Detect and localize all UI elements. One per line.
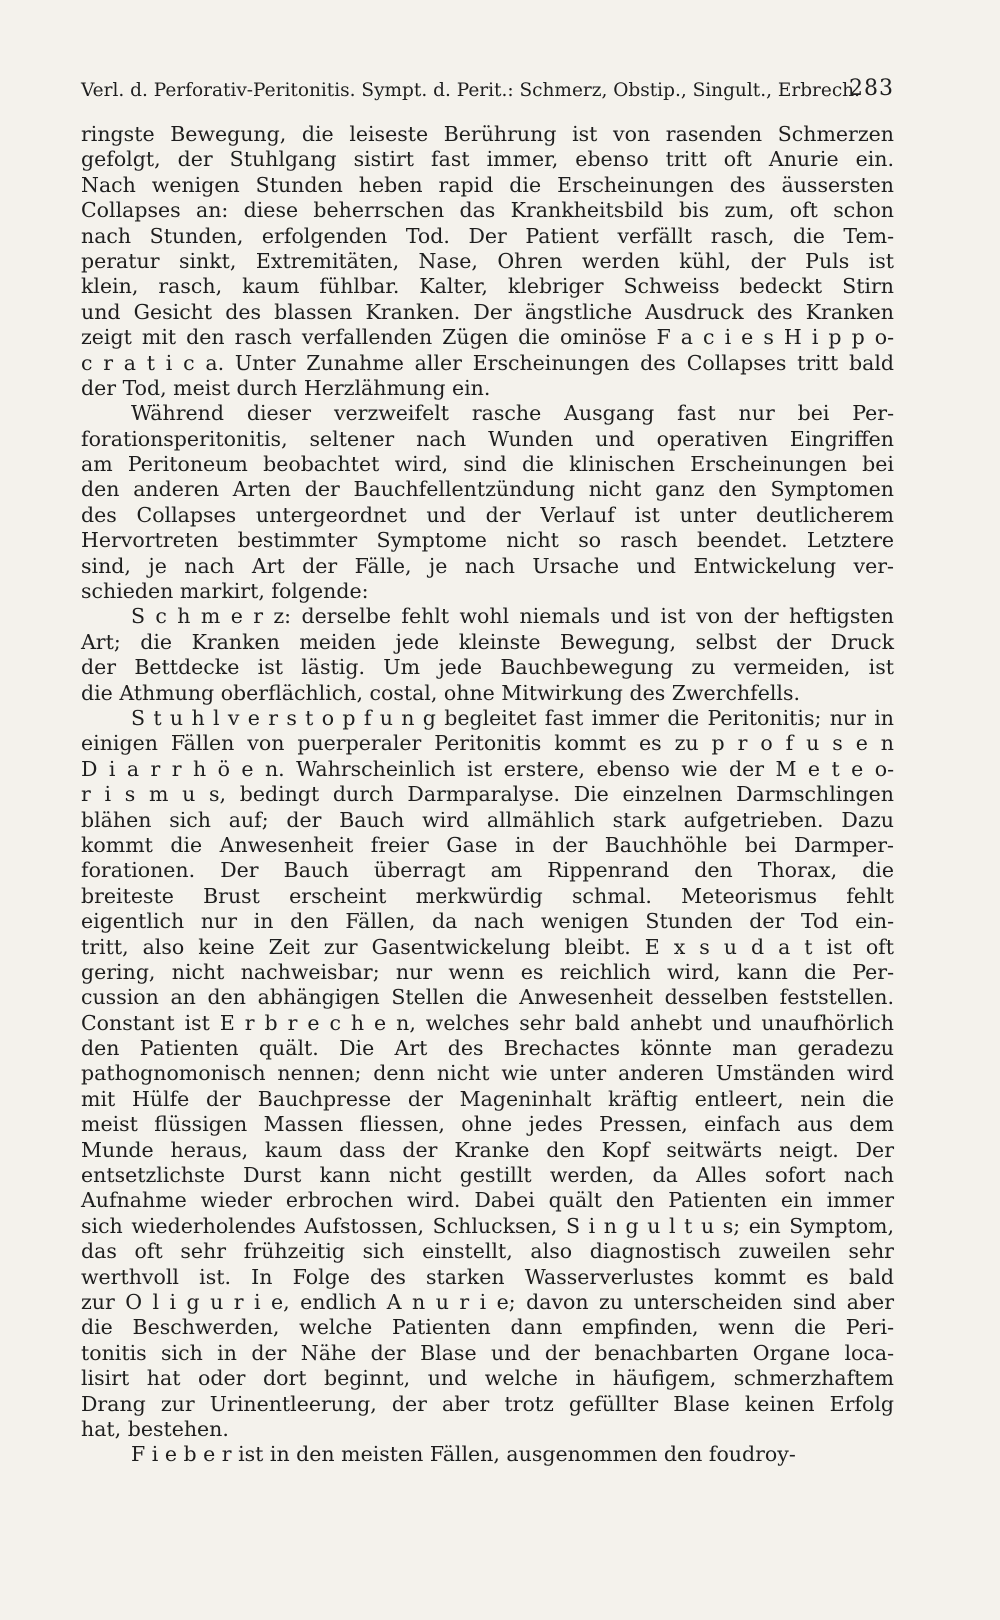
text-line: und Gesicht des blassen Kranken. Der ängstliche Ausdruck des Kranken [81, 299, 894, 324]
text-line: breiteste Brust erscheint merkwürdig schmal. Meteorismus fehlt [81, 883, 894, 908]
text-line: Art; die Kranken meiden jede kleinste Bewegung, selbst der Druck [81, 629, 894, 654]
text-line: das oft sehr frühzeitig sich einstellt, also diagnostisch zuweilen sehr [81, 1239, 894, 1264]
text-line: meist flüssigen Massen fliessen, ohne jedes Pressen, einfach aus dem [81, 1112, 894, 1137]
text-line: ringste Bewegung, die leiseste Berührung ist von rasenden Schmerzen [81, 122, 894, 146]
text-line: pathognomonisch nennen; denn nicht wie unter anderen Umständen wird [81, 1061, 894, 1086]
paragraph-start: F i e b e r ist in den meisten Fällen, ausgenommen den foudroy- [131, 1442, 796, 1467]
text-line: cussion an den abhängigen Stellen die Anwesenheit desselben feststellen. [81, 985, 894, 1010]
text-line: Constant ist E r b r e c h e n, welches sehr bald anhebt und unaufhörlich [81, 1010, 894, 1035]
text-line: Aufnahme wieder erbrochen wird. Dabei quält den Patienten ein immer [81, 1188, 894, 1213]
running-header [81, 76, 894, 106]
text-line: den Patienten quält. Die Art des Brechactes könnte man geradezu [81, 1036, 894, 1061]
text-line: zeigt mit den rasch verfallenden Zügen die ominöse F a c i e s H i p p o- [81, 325, 894, 350]
paragraph-start: S c h m e r z: derselbe fehlt wohl niemals und ist von der heftigsten [131, 604, 894, 629]
text-line: entsetzlichste Durst kann nicht gestillt werden, da Alles sofort nach [81, 1163, 894, 1188]
text-line: des Collapses untergeordnet und der Verlauf ist unter deutlicherem [81, 502, 894, 527]
text-line: Collapses an: diese beherrschen das Krankheitsbild bis zum, oft schon [81, 198, 894, 223]
text-line: eigentlich nur in den Fällen, da nach wenigen Stunden der Tod ein- [81, 909, 894, 934]
text-line: gering, nicht nachweisbar; nur wenn es reichlich wird, kann die Per- [81, 959, 894, 984]
text-line: mit Hülfe der Bauchpresse der Mageninhalt kräftig entleert, nein die [81, 1086, 894, 1111]
text-line: Nach wenigen Stunden heben rapid die Erscheinungen des äussersten [81, 172, 894, 197]
text-line: D i a r r h ö e n. Wahrscheinlich ist erstere, ebenso wie der M e t e o- [81, 756, 894, 781]
text-line: c r a t i c a. Unter Zunahme aller Erscheinungen des Collapses tritt bald [81, 350, 894, 375]
text-line: sich wiederholendes Aufstossen, Schlucksen, S i n g u l t u s; ein Symptom, [81, 1213, 894, 1238]
text-line: klein, rasch, kaum fühlbar. Kalter, klebriger Schweiss bedeckt Stirn [81, 274, 894, 299]
text-line: kommt die Anwesenheit freier Gase in der Bauchhöhle bei Darmper- [81, 832, 894, 857]
body-text [81, 122, 894, 1468]
text-line: die Athmung oberflächlich, costal, ohne Mitwirkung des Zwerchfells. [81, 680, 801, 705]
running-title: Verl. d. Perforativ-Peritonitis. Sympt. d. Perit.: Schmerz, Obstip., Singult., Erbrech. [81, 80, 860, 101]
text-line: gefolgt, der Stuhlgang sistirt fast immer, ebenso tritt oft Anurie ein. [81, 147, 894, 172]
text-line: zur O l i g u r i e, endlich A n u r i e; davon zu unterscheiden sind aber [81, 1289, 894, 1314]
text-line: Drang zur Urinentleerung, der aber trotz gefüllter Blase keinen Erfolg [81, 1391, 894, 1416]
text-line: schieden markirt, folgende: [81, 579, 369, 604]
text-line: Hervortreten bestimmter Symptome nicht so rasch beendet. Letztere [81, 528, 894, 553]
text-line: nach Stunden, erfolgenden Tod. Der Patient verfällt rasch, die Tem- [81, 223, 894, 248]
paragraph-start: S t u h l v e r s t o p f u n g begleitet fast immer die Peritonitis; nur in [131, 705, 894, 730]
text-line: r i s m u s, bedingt durch Darmparalyse. Die einzelnen Darmschlingen [81, 782, 894, 807]
text-line: den anderen Arten der Bauchfellentzündung nicht ganz den Symptomen [81, 477, 894, 502]
text-line: forationen. Der Bauch überragt am Rippenrand den Thorax, die [81, 858, 894, 883]
paragraph-start: Während dieser verzweifelt rasche Ausgang fast nur bei Per- [131, 401, 894, 426]
text-line: einigen Fällen von puerperaler Peritonitis kommt es zu p r o f u s e n [81, 731, 894, 756]
text-line: sind, je nach Art der Fälle, je nach Ursache und Entwickelung ver- [81, 553, 894, 578]
text-line: der Tod, meist durch Herzlähmung ein. [81, 375, 491, 400]
text-line: hat, bestehen. [81, 1416, 229, 1441]
text-line: die Beschwerden, welche Patienten dann empfinden, wenn die Peri- [81, 1315, 894, 1340]
text-line: der Bettdecke ist lästig. Um jede Bauchbewegung zu vermeiden, ist [81, 655, 894, 680]
text-line: tritt, also keine Zeit zur Gasentwickelung bleibt. E x s u d a t ist oft [81, 934, 894, 959]
text-line: lisirt hat oder dort beginnt, und welche in häufigem, schmerzhaftem [81, 1366, 894, 1391]
text-line: am Peritoneum beobachtet wird, sind die klinischen Erscheinungen bei [81, 452, 894, 477]
text-line: forationsperitonitis, seltener nach Wunden und operativen Eingriffen [81, 426, 894, 451]
text-line: tonitis sich in der Nähe der Blase und der benachbarten Organe loca- [81, 1340, 894, 1365]
text-line: Munde heraus, kaum dass der Kranke den Kopf seitwärts neigt. Der [81, 1137, 894, 1162]
page-number: 283 [849, 76, 894, 101]
text-line: blähen sich auf; der Bauch wird allmählich stark aufgetrieben. Dazu [81, 807, 894, 832]
text-line: werthvoll ist. In Folge des starken Wasserverlustes kommt es bald [81, 1264, 894, 1289]
text-line: peratur sinkt, Extremitäten, Nase, Ohren werden kühl, der Puls ist [81, 248, 894, 273]
